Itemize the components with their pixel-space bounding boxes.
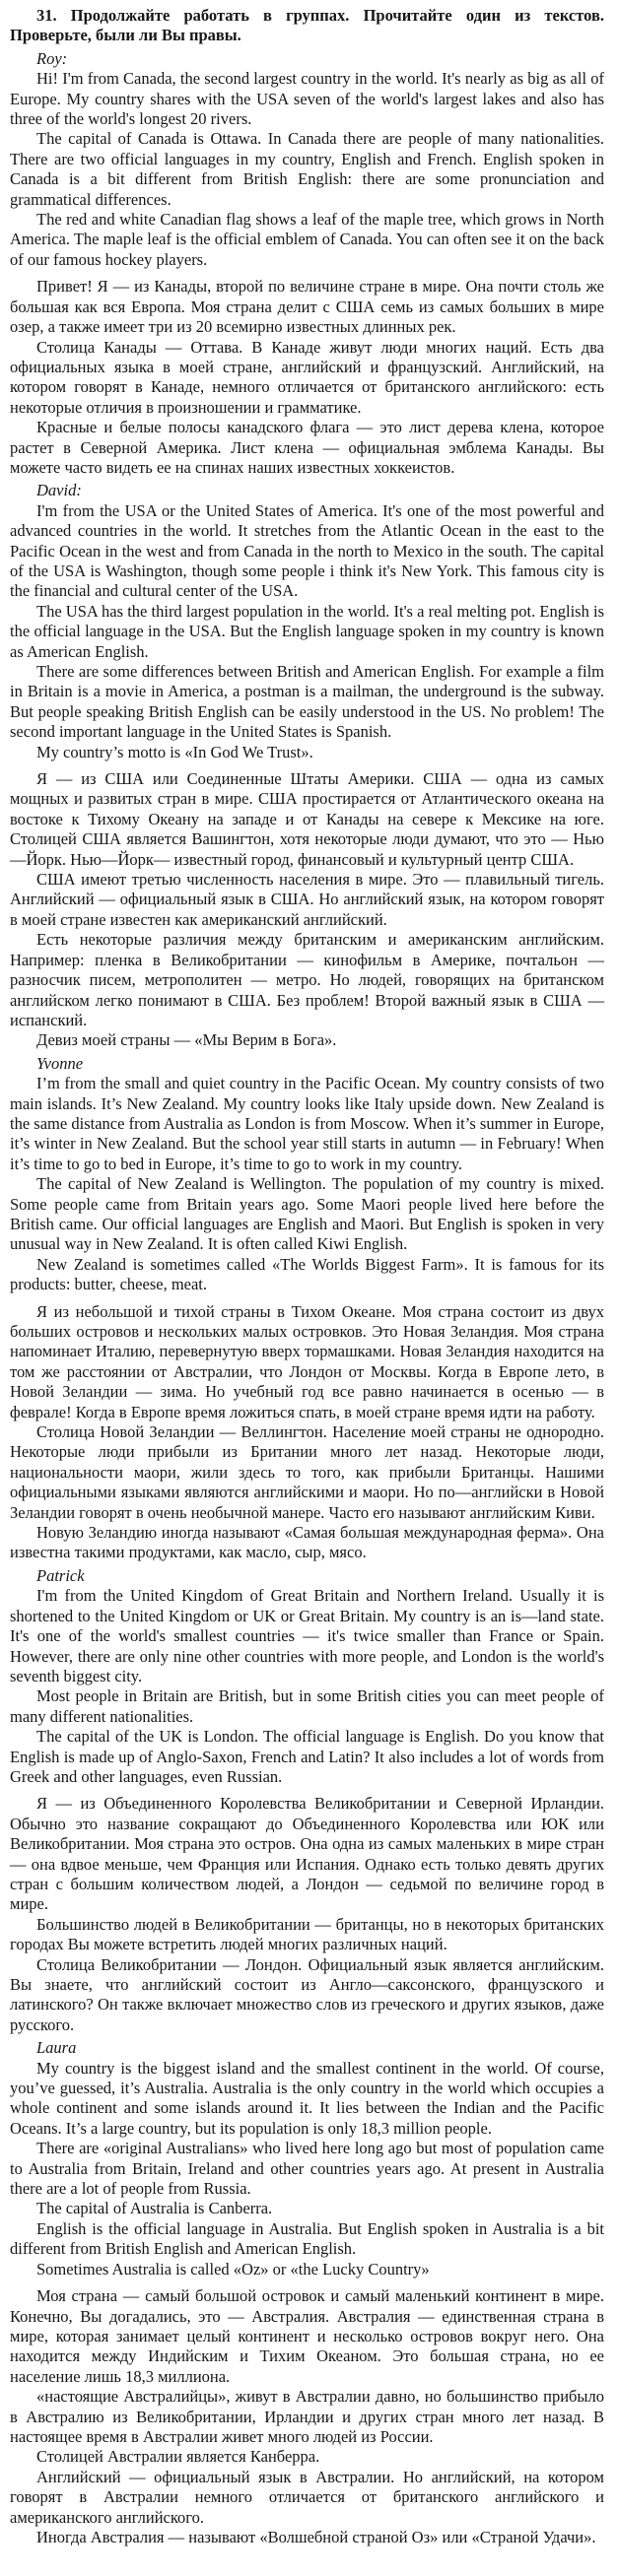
english-text-block xyxy=(10,2059,604,2279)
speaker-name: Patrick xyxy=(36,1565,85,1585)
exercise-heading: 31. Продолжайте работать в группах. Прочитайте один из текстов. Проверьте, были ли Вы правы. xyxy=(10,6,604,45)
english-paragraph: The USA has the third largest population in the world. It's a real melting pot. English is the official language in the USA. But the English language spoken in my country is known as American English. xyxy=(10,601,604,661)
russian-paragraph: Привет! Я — из Канады, второй по величине стране в мире. Она почти столь же большая как вся Европа. Моя страна делит с США семь из самых больших в мире озер, а также имеет три из 20 всемирно известных длинных рек. xyxy=(10,277,604,337)
english-text-block xyxy=(10,1586,604,1787)
english-paragraph: Sometimes Australia is called «Oz» or «the Lucky Country» xyxy=(36,2259,430,2279)
english-paragraph: New Zealand is sometimes called «The Worlds Biggest Farm». It is famous for its products: butter, cheese, meat. xyxy=(10,1254,604,1294)
russian-paragraph: Я — из Объединенного Королевства Великобритании и Северной Ирландии. Обычно это название сокращают до Объединенного Королевства или ЮК или Великобритании. Моя страна это остров. Она одна из самых маленьких в мире стран — она вдвое меньше, чем Франция или Испания. Однако есть только девять других стран с большим количеством людей, а Лондон — седьмой по величине город в мире. xyxy=(10,1794,604,1914)
russian-paragraph: Моя страна — самый большой островок и самый маленький континент в мире. Конечно, Вы догадались, это — Австралия. Австралия — единственная страна в мире, которая занимает целый континент и несколько островов вокруг него. Она находится между Индийским и Тихим Океаном. Это большая страна, но ее население лишь 18,3 миллиона. xyxy=(10,2286,604,2386)
english-paragraph: My country’s motto is «In God We Trust». xyxy=(36,742,313,761)
speaker-section xyxy=(10,1566,604,2035)
english-paragraph: Most people in Britain are British, but in some British cities you can meet people of many different nationalities. xyxy=(10,1686,604,1726)
russian-text-block xyxy=(10,277,604,478)
text-sections xyxy=(10,49,604,2548)
speaker-section xyxy=(10,481,604,1050)
speaker-name: Roy: xyxy=(36,48,68,68)
russian-text-block xyxy=(10,1794,604,2035)
russian-paragraph: Столица Великобритании — Лондон. Официальный язык является английским. Вы знаете, что английский состоит из Англо—саксонского, французского и латинского? Он также включает множество слов из греческого и других языков, даже русского. xyxy=(10,1954,604,2034)
speaker-name: Laura xyxy=(36,2038,77,2058)
russian-paragraph: Я — из США или Соединенные Штаты Америки. США — одна из самых мощных и развитых стран в мире. США простирается от Атлантического океана на востоке к Тихому Океану на западе и от Канады на севере к Мексике на юге. Столицей США является Вашингтон, хотя некоторые люди думают, что это — Нью—Йорк. Нью—Йорк— известный город, финансовый и культурный центр США. xyxy=(10,769,604,869)
english-text-block xyxy=(10,501,604,762)
speaker-name: David: xyxy=(36,481,82,500)
russian-paragraph: Столица Канады — Оттава. В Канаде живут люди многих наций. Есть два официальных языка в моей стране, английский и французский. Английский, на котором говорят в Канаде, немного отличается от британского английского: есть некоторые отличия в произношении и грамматике. xyxy=(10,337,604,417)
speaker-section xyxy=(10,2038,604,2547)
russian-text-block xyxy=(10,769,604,1051)
russian-paragraph: Красные и белые полосы канадского флага — это лист дерева клена, которое растет в Северной Америка. Лист клена — официальная эмблема Канады. Вы можете часто видеть ее на спинах наших известных хоккеистов. xyxy=(10,418,604,477)
english-paragraph: I'm from the United Kingdom of Great Britain and Northern Ireland. Usually it is shortened to the United Kingdom or UK or Great Britain. My country is an is—land state. It's one of the world's smallest countries — it's twice smaller than France or Spain. However, there are only nine other countries with more people, and London is the world's seventh biggest city. xyxy=(10,1586,604,1685)
english-paragraph: The capital of the UK is London. The official language is English. Do you know that English is made up of Anglo-Saxon, French and Latin? It also includes a lot of words from Greek and other languages, even Russian. xyxy=(10,1727,604,1786)
english-paragraph: English is the official language in Australia. But English spoken in Australia is a bit different from British English and American English. xyxy=(10,2218,604,2259)
russian-text-block xyxy=(10,2286,604,2547)
english-paragraph: The capital of Australia is Canberra. xyxy=(36,2199,273,2218)
english-paragraph: There are «original Australians» who lived here long ago but most of population came to Australia from Britain, Ireland and other countries years ago. At present in Australia there are a lot of people from Russia. xyxy=(10,2139,604,2199)
english-paragraph: There are some differences between British and American English. For example a film in Britain is a movie in America, a postman is a mailman, the underground is the subway. But people speaking British English can be easily understood in the US. No problem! The second important language in the United States is Spanish. xyxy=(10,662,604,742)
english-paragraph: My country is the biggest island and the smallest continent in the world. Of course, you’ve guessed, it’s Australia. Australia is the only country in the world which occupies a whole continent and some islands around it. It lies between the Indian and the Pacific Oceans. It’s a large country, but its population is only 18,3 million people. xyxy=(10,2058,604,2138)
english-text-block xyxy=(10,69,604,270)
speaker-section xyxy=(10,1054,604,1563)
english-paragraph: The capital of Canada is Ottawa. In Canada there are people of many nationalities. There are two official languages in my country, English and French. English spoken in Canada is a bit different from British English: there are some pronunciation and grammatical differences. xyxy=(10,129,604,209)
russian-paragraph: Столицей Австралии является Канберра. xyxy=(36,2447,320,2467)
speaker-name: Yvonne xyxy=(36,1053,84,1073)
russian-paragraph: «настоящие Австралийцы», живут в Австралии давно, но большинство прибыло в Австралию из Великобритании, Ирландии и других стран много лет назад. В настоящее время в Австралии живет много людей из России. xyxy=(10,2387,604,2446)
russian-paragraph: Новую Зеландию иногда называют «Самая большая международная ферма». Она известна такими продуктами, как масло, сыр, мясо. xyxy=(10,1523,604,1562)
english-paragraph: The red and white Canadian flag shows a leaf of the maple tree, which grows in North America. The maple leaf is the official emblem of Canada. You can often see it on the back of our famous hockey players. xyxy=(10,210,604,269)
english-paragraph: I’m from the small and quiet country in the Pacific Ocean. My country consists of two main islands. It’s New Zealand. My country looks like Italy upside down. New Zealand is the same distance from Australia as London is from Moscow. When it’s summer in Europe, it’s winter in New Zealand. But the school year still starts in autumn — in February! When it’s time to go to bed in Europe, it’s time to go to work in my country. xyxy=(10,1074,604,1173)
russian-paragraph: Иногда Австралия — называют «Волшебной страной Оз» или «Страной Удачи». xyxy=(36,2527,596,2546)
russian-paragraph: Я из небольшой и тихой страны в Тихом Океане. Моя страна состоит из двух больших островов и нескольких малых островков. Это Новая Зеландия. Моя страна напоминает Италию, перевернутую вверх тормашками. Новая Зеландия находится на том же расстоянии от Австралии, что Лондон от Москвы. Когда в Европе лето, в Новой Зеландии — зима. Но учебный год все равно начинается в осенью — в феврале! Когда в Европе время ложиться спать, в моей стране время идти на работу. xyxy=(10,1301,604,1421)
russian-paragraph: Столица Новой Зеландии — Веллингтон. Население моей страны не однородно. Некоторые люди прибыли из Британии много лет назад. Некоторые люди, национальности маори, жили здесь то того, как прибыли Британцы. Нашими официальными языками являются английскими и маори. Но по—английски в Новой Зеландии говорят в очень необычной манере. Часто его называют английским Киви. xyxy=(10,1422,604,1522)
russian-text-block xyxy=(10,1302,604,1563)
russian-paragraph: Есть некоторые различия между британским и американским английским. Например: пленка в Великобритании — кинофильм в Америке, почтальон — разносчик писем, метрополитен — метро. Но людей, говорящих на британском английском легко понимают в США. Без проблем! Второй важный язык в США — испанский. xyxy=(10,930,604,1029)
russian-paragraph: США имеют третью численность населения в мире. Это — плавильный тигель. Английский — официальный язык в США. Но английский язык, на котором говорят в моей стране известен как американский английский. xyxy=(10,870,604,929)
russian-paragraph: Большинство людей в Великобритании — британцы, но в некоторых британских городах Вы можете встретить людей многих различных наций. xyxy=(10,1914,604,1954)
russian-paragraph: Английский — официальный язык в Австралии. Но английский, на котором говорят в Австралии немного отличается от британского английского и американского английского. xyxy=(10,2467,604,2527)
english-paragraph: Hi! I'm from Canada, the second largest country in the world. It's nearly as big as all of Europe. My country shares with the USA seven of the world's largest lakes and also has three of the world's longest 20 rivers. xyxy=(10,69,604,129)
english-paragraph: The capital of New Zealand is Wellington. The population of my country is mixed. Some people came from Britain years ago. Some Maori people lived here before the British came. Our official languages are English and Maori. But English is spoken in very unusual way in New Zealand. It is often called Kiwi English. xyxy=(10,1174,604,1254)
russian-paragraph: Девиз моей страны — «Мы Верим в Бога». xyxy=(36,1030,337,1050)
speaker-section xyxy=(10,49,604,479)
english-paragraph: I'm from the USA or the United States of America. It's one of the most powerful and advanced countries in the world. It stretches from the Atlantic Ocean in the east to the Pacific Ocean in the west and from Canada in the north to Mexico in the south. The capital of the USA is Washington, though some people i think it's New York. This famous city is the financial and cultural center of the USA. xyxy=(10,500,604,601)
english-text-block xyxy=(10,1074,604,1294)
